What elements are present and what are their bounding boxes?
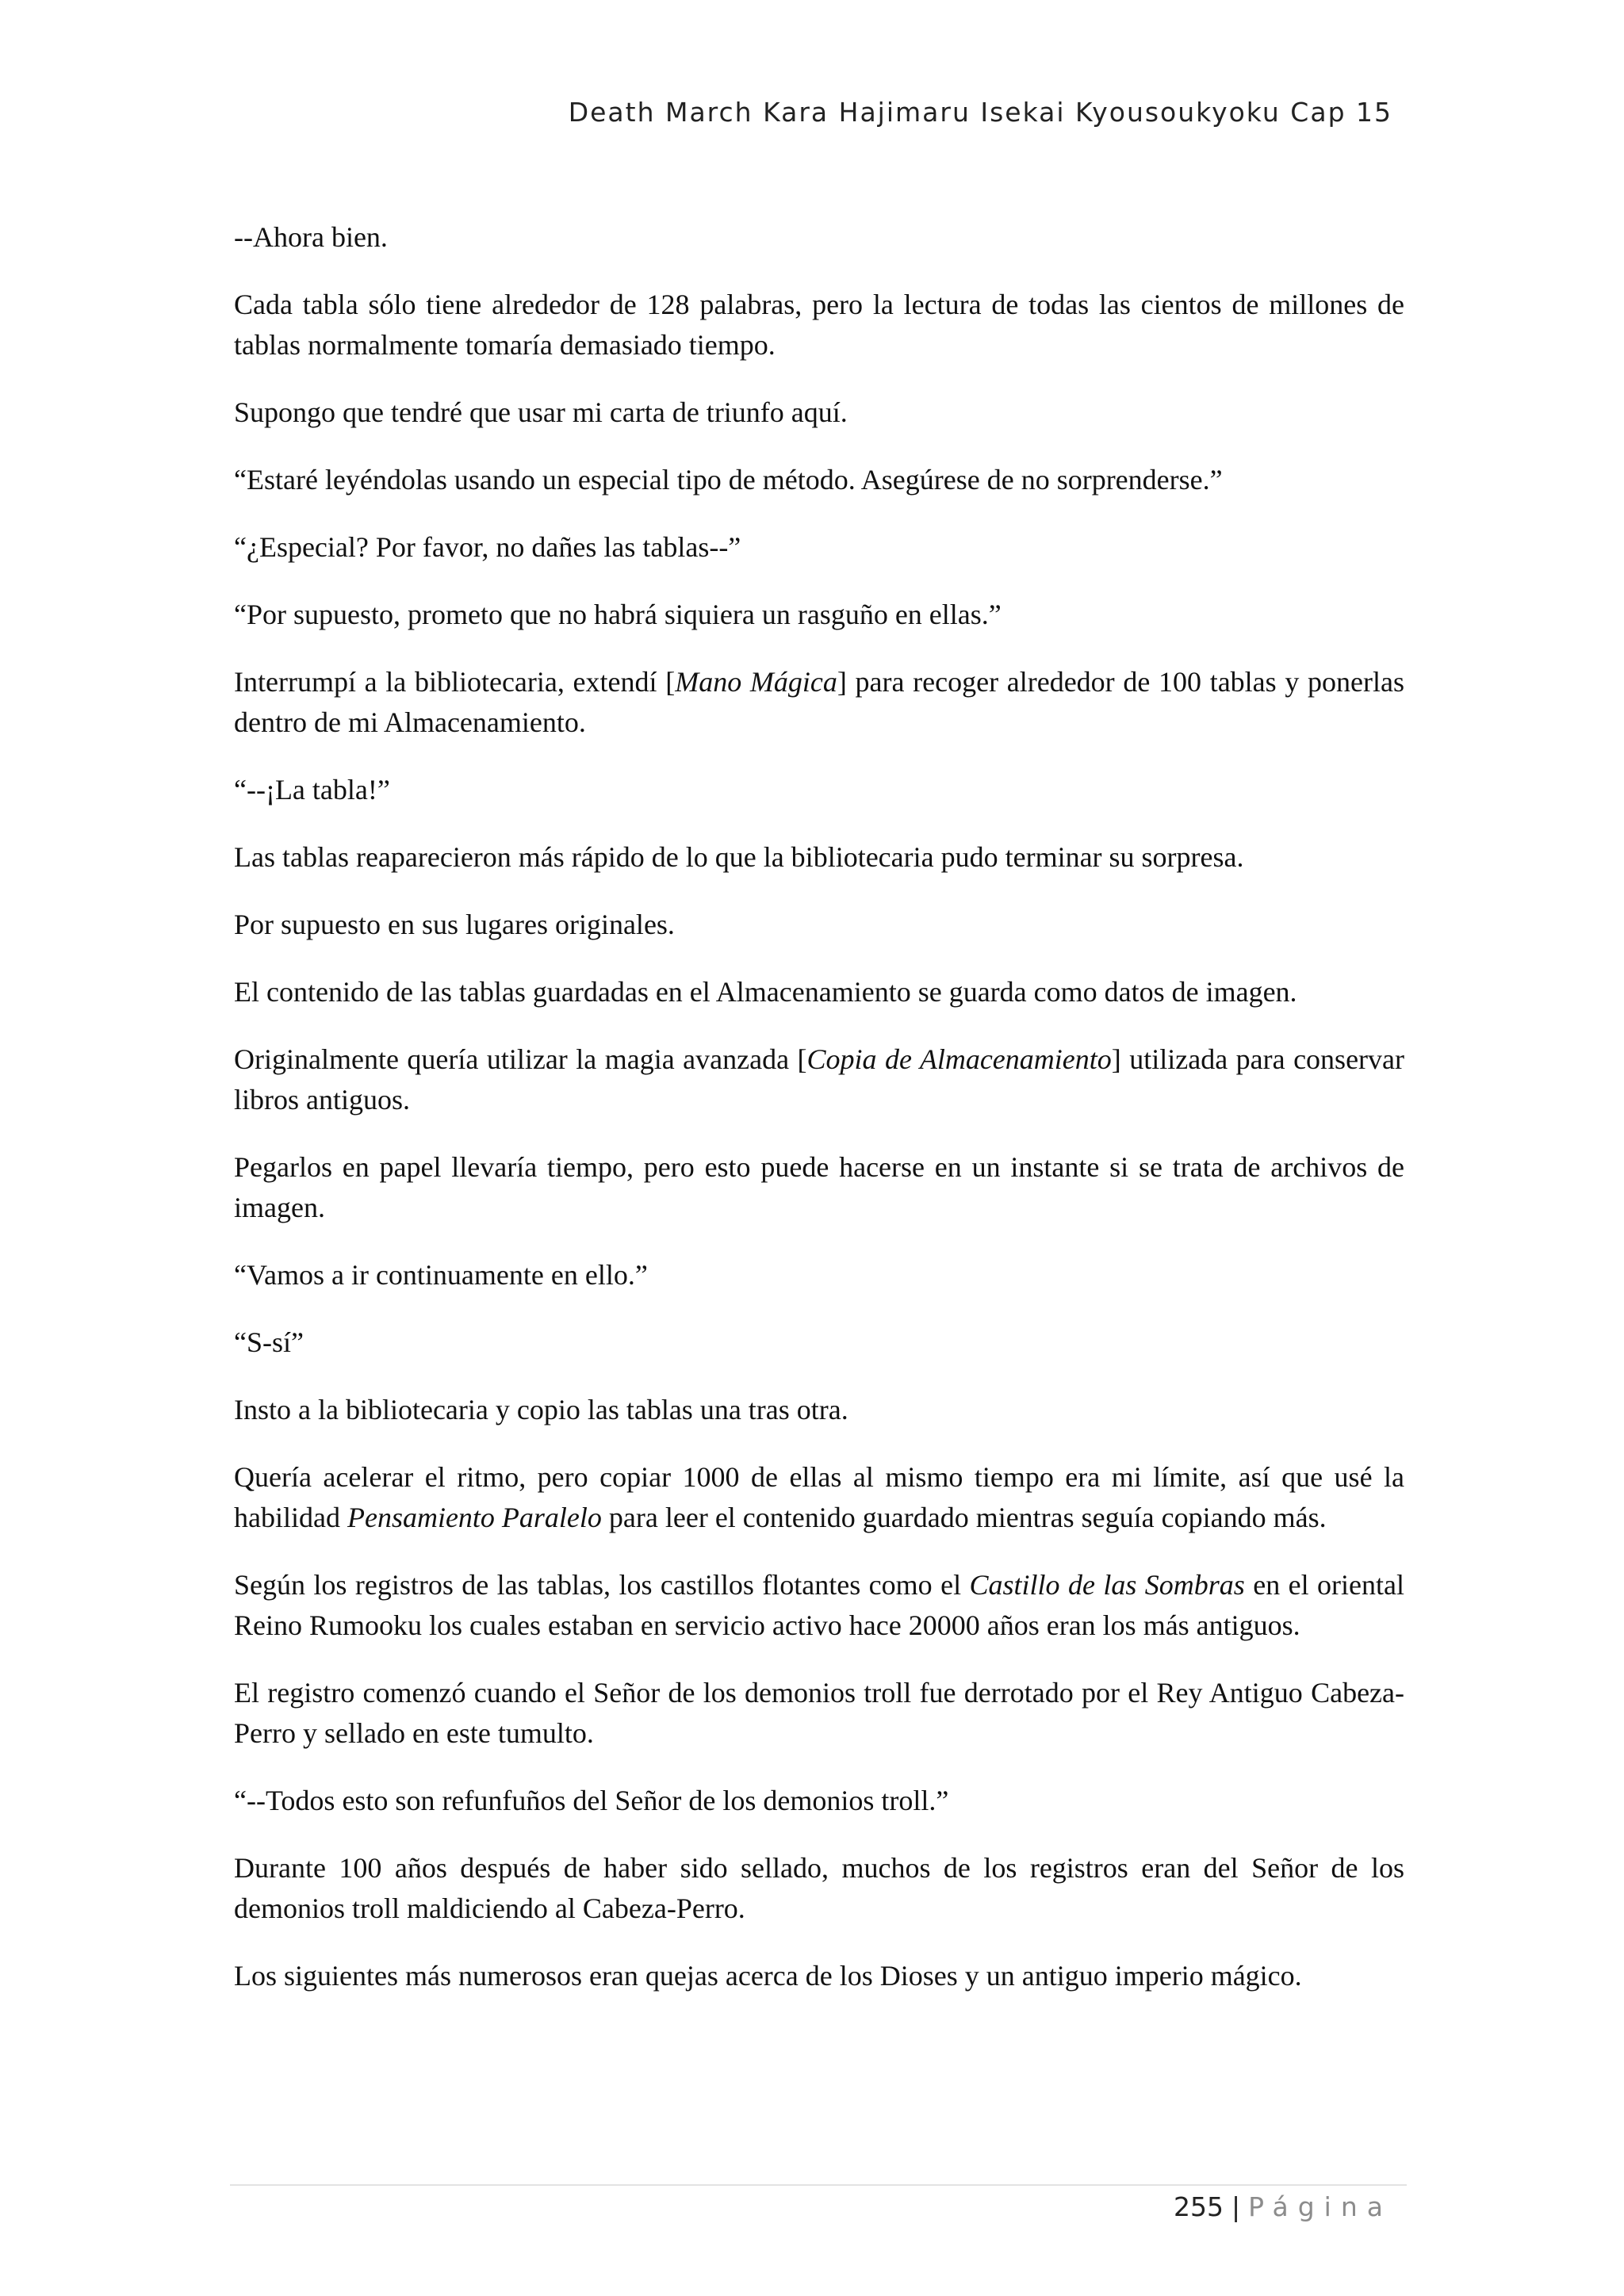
text-run: Interrumpí a la bibliotecaria, extendí [ xyxy=(234,666,676,698)
paragraph xyxy=(234,905,1404,945)
paragraph xyxy=(234,1457,1404,1538)
paragraph xyxy=(234,285,1404,365)
page-label: Página xyxy=(1248,2191,1392,2222)
paragraph xyxy=(234,1956,1404,1996)
text-run: ] utilizada para conservar libros antiguos. xyxy=(234,1043,1404,1115)
paragraph xyxy=(234,1147,1404,1228)
text-run: “--¡La tabla!” xyxy=(234,774,390,806)
footer-separator: | xyxy=(1231,2191,1241,2222)
document-title: Death March Kara Hajimaru Isekai Kyousoukyoku Cap 15 xyxy=(568,97,1392,128)
text-run: El registro comenzó cuando el Señor de los demonios troll fue derrotado por el Rey Antiguo Cabeza-Perro y sellado en este tumulto. xyxy=(234,1677,1404,1749)
paragraph xyxy=(234,1039,1404,1120)
paragraph xyxy=(234,1390,1404,1430)
text-run: Pegarlos en papel llevaría tiempo, pero esto puede hacerse en un instante si se trata de archivos de imagen. xyxy=(234,1151,1404,1223)
paragraph xyxy=(234,1848,1404,1929)
text-run: Las tablas reaparecieron más rápido de lo que la bibliotecaria pudo terminar su sorpresa. xyxy=(234,841,1244,873)
body-text xyxy=(234,217,1404,1996)
text-run: “--Todos esto son refunfuños del Señor de los demonios troll.” xyxy=(234,1785,949,1816)
page-footer xyxy=(1174,2191,1392,2222)
paragraph xyxy=(234,460,1404,500)
text-run: --Ahora bien. xyxy=(234,221,388,253)
paragraph xyxy=(234,527,1404,568)
italic-term: Copia de Almacenamiento xyxy=(806,1043,1112,1075)
paragraph xyxy=(234,1322,1404,1363)
italic-term: Castillo de las Sombras xyxy=(969,1569,1245,1601)
text-run: Por supuesto en sus lugares originales. xyxy=(234,909,675,940)
paragraph xyxy=(234,1255,1404,1295)
paragraph xyxy=(234,770,1404,810)
page-number: 255 xyxy=(1173,2191,1224,2222)
text-run: Los siguientes más numerosos eran quejas acerca de los Dioses y un antiguo imperio mágico. xyxy=(234,1960,1302,1992)
text-run: Supongo que tendré que usar mi carta de triunfo aquí. xyxy=(234,396,848,428)
paragraph xyxy=(234,392,1404,433)
footer-divider xyxy=(230,2184,1407,2186)
text-run: Durante 100 años después de haber sido sellado, muchos de los registros eran del Señor de los demonios troll maldiciendo al Cabeza-Perro. xyxy=(234,1852,1404,1924)
italic-term: Mano Mágica xyxy=(675,666,837,698)
text-run: “Estaré leyéndolas usando un especial tipo de método. Asegúrese de no sorprenderse.” xyxy=(234,464,1223,496)
text-run: Quería acelerar el ritmo, pero copiar 1000 de ellas al mismo tiempo era mi límite, así que usé la habilidad xyxy=(234,1461,1404,1533)
paragraph xyxy=(234,1565,1404,1646)
text-run: El contenido de las tablas guardadas en el Almacenamiento se guarda como datos de imagen. xyxy=(234,976,1297,1008)
paragraph xyxy=(234,662,1404,743)
text-run: Según los registros de las tablas, los castillos flotantes como el xyxy=(234,1569,970,1601)
paragraph xyxy=(234,217,1404,258)
text-run: en el oriental Reino Rumooku los cuales estaban en servicio activo hace 20000 años eran los más antiguos. xyxy=(234,1569,1404,1641)
text-run: Insto a la bibliotecaria y copio las tablas una tras otra. xyxy=(234,1394,848,1425)
text-run: Originalmente quería utilizar la magia avanzada [ xyxy=(234,1043,807,1075)
text-run: “Por supuesto, prometo que no habrá siquiera un rasguño en ellas.” xyxy=(234,599,1002,630)
text-run: Cada tabla sólo tiene alrededor de 128 palabras, pero la lectura de todas las cientos de millones de tablas normalmente tomaría demasiado tiempo. xyxy=(234,289,1404,361)
text-run: para leer el contenido guardado mientras seguía copiando más. xyxy=(601,1502,1327,1533)
italic-term: Pensamiento Paralelo xyxy=(347,1502,602,1533)
paragraph xyxy=(234,595,1404,635)
paragraph xyxy=(234,837,1404,878)
text-run: “¿Especial? Por favor, no dañes las tablas--” xyxy=(234,531,741,563)
page-header xyxy=(234,97,1392,128)
paragraph xyxy=(234,972,1404,1012)
paragraph xyxy=(234,1781,1404,1821)
text-run: “S-sí” xyxy=(234,1326,304,1358)
text-run: “Vamos a ir continuamente en ello.” xyxy=(234,1259,648,1291)
paragraph xyxy=(234,1673,1404,1754)
text-run: ] para recoger alrededor de 100 tablas y ponerlas dentro de mi Almacenamiento. xyxy=(234,666,1404,738)
